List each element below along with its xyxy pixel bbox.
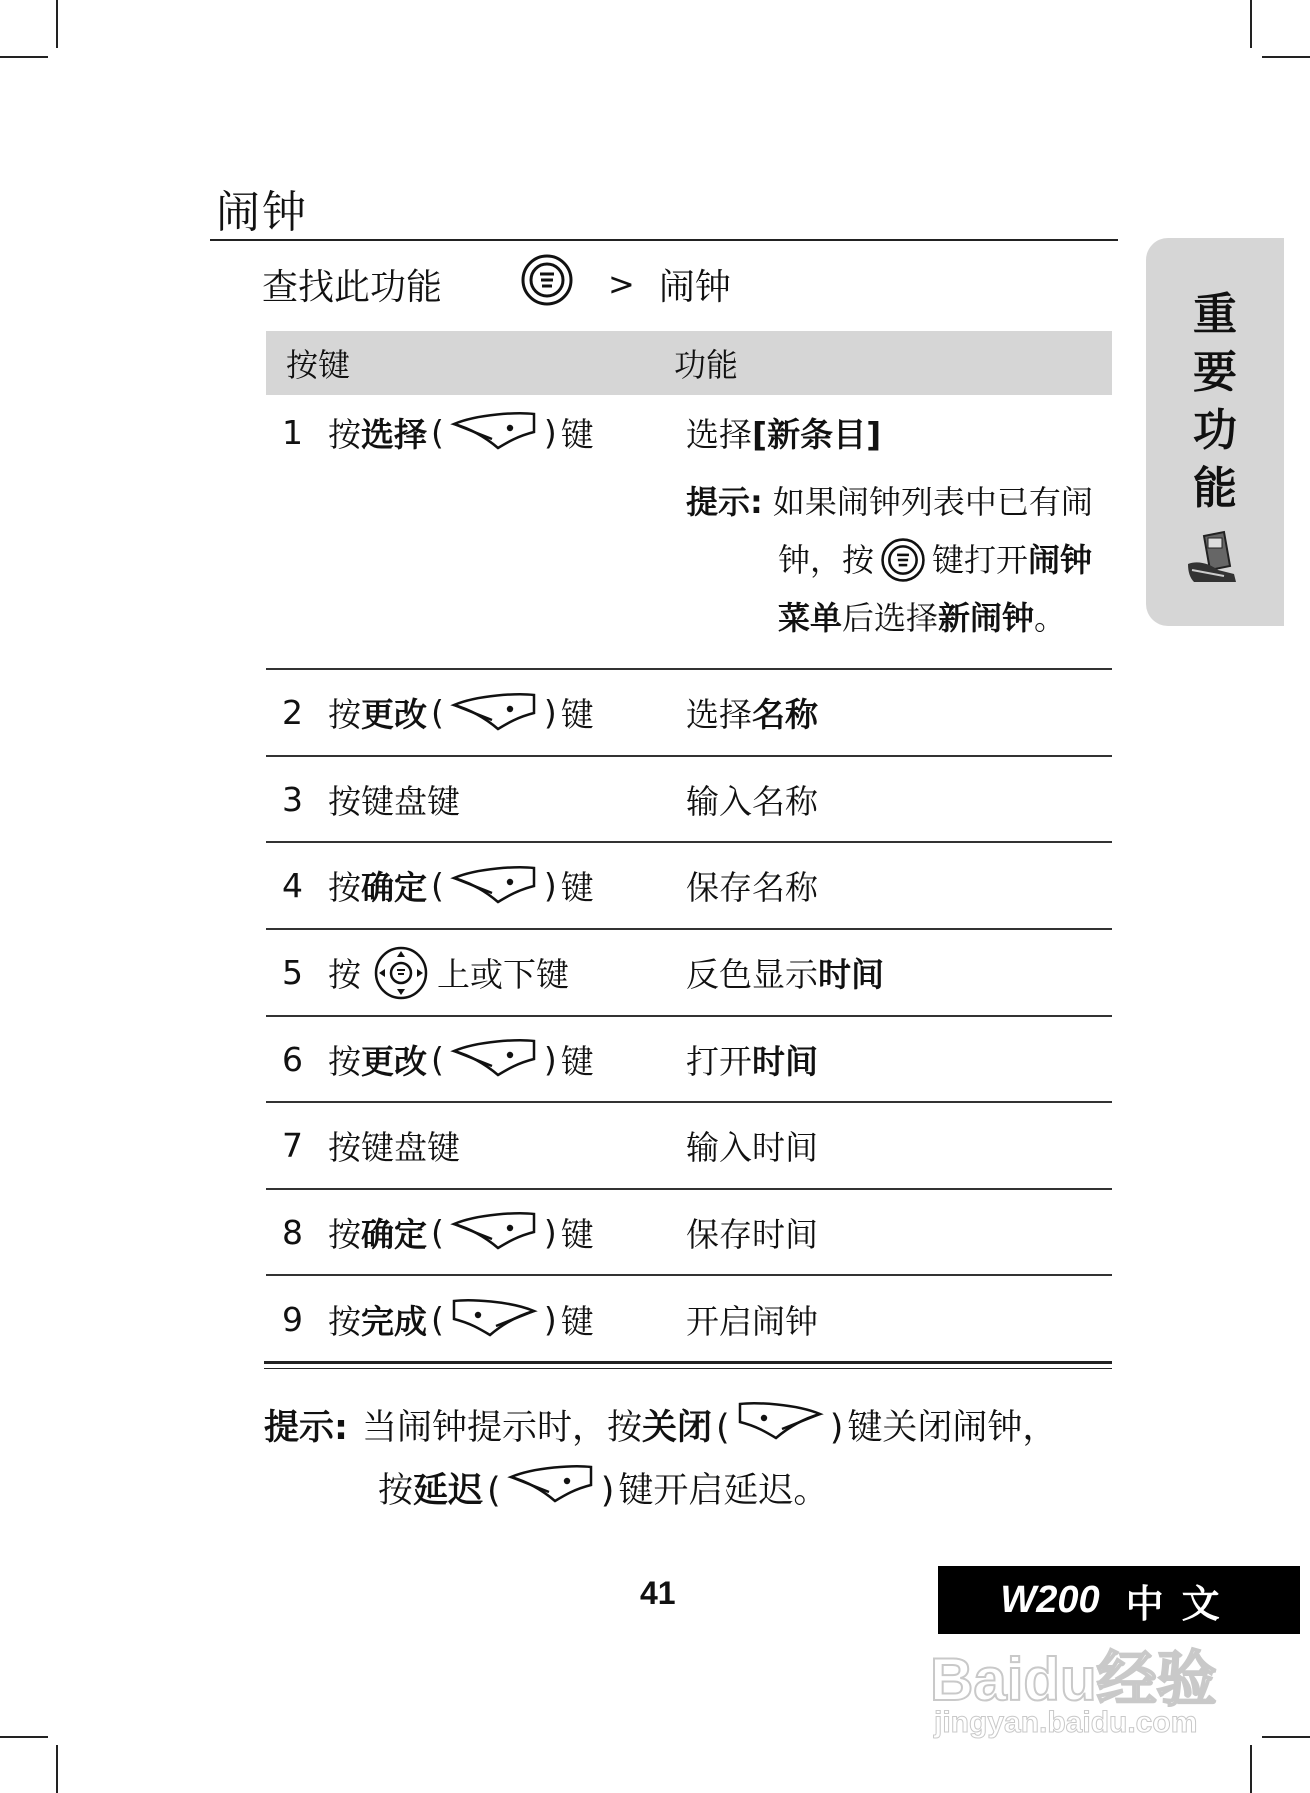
step-text: 按 [328,1301,361,1341]
step-number: 2 [282,693,303,732]
table-row [266,395,1112,670]
function-text: 打开 [686,1041,752,1081]
header-key: 按键 [286,346,351,384]
function-bold: [新条目] [752,414,882,454]
watermark-url: jingyan.baidu.com [934,1706,1198,1739]
row-key-cell: 1 按 选择 ( ) 键 [266,395,686,469]
left-softkey-icon [448,1293,540,1345]
function-text: 选择 [686,695,752,734]
step-text: 按键盘键 [328,781,460,821]
crop-mark [1262,1736,1310,1738]
function-text: 保存时间 [686,1214,818,1254]
model-language: 中文 [1125,1581,1238,1626]
path-arrow: > [608,265,635,303]
key-name: 确定 [361,868,427,907]
table-row [266,1103,1112,1190]
row-function-cell [686,395,1112,647]
right-softkey-icon [448,1206,540,1258]
side-tab-char: 能 [1193,463,1237,514]
page-title: 闹钟 [216,187,308,238]
section-side-tab [1146,238,1284,626]
tip-line: 如果闹钟列表中已有闹 [772,483,1093,521]
right-softkey-icon [448,1033,540,1085]
row-key-cell: 8 按 确定 ( ) 键 [266,1190,686,1274]
side-tab-char: 功 [1193,405,1237,456]
footnote-text: 当闹钟提示时，按 [362,1407,643,1448]
menu-key-icon [520,253,574,316]
footnote-tip: 提示: 当闹钟提示时，按 关闭 ( ) 键关闭闹钟， 按 延迟 ( ) 键开启延迟。 [264,1396,1057,1522]
step-number: 5 [282,953,303,992]
crop-mark [56,1745,58,1793]
step-text: 按 [328,1041,361,1081]
key-name: 更改 [361,1041,427,1081]
side-tab-char: 重 [1193,289,1237,340]
row-key-cell: 4 按 确定 ( ) 键 [266,843,686,928]
step-text-suffix: 键 [560,414,594,454]
right-softkey-icon [448,406,540,458]
row-function-cell [686,1103,1112,1188]
header-function: 功能 [674,346,739,384]
key-name: 确定 [361,1214,427,1254]
row-function-cell [686,1017,1112,1101]
tip-line: 。 [1034,599,1067,637]
crop-mark [1262,56,1310,58]
step-number: 1 [282,412,303,452]
tip-line: 键打开 [932,541,1029,579]
function-bold: 时间 [818,955,884,994]
step-text: 按 [328,955,361,994]
function-text: 选择 [686,414,752,454]
function-text: 开启闹钟 [686,1301,818,1341]
table-row [266,1017,1112,1103]
model-name: W200 [1000,1578,1100,1621]
step-text: 按 [328,868,361,907]
function-text: 反色显示 [686,955,818,994]
step-text: 按键盘键 [328,1128,460,1167]
page-number: 41 [640,1575,676,1611]
step-text-suffix: 键 [560,1214,594,1254]
row-key-cell: 2 按 更改 ( ) 键 [266,670,686,755]
footnote-label: 提示: [264,1407,348,1448]
row-key-cell [266,930,686,1015]
row-key-cell: 9 按 完成 ( ) 键 [266,1276,686,1362]
key-name: 完成 [361,1301,427,1341]
title-divider [210,239,1118,241]
table-end-rule [264,1361,1112,1364]
function-text: 输入名称 [686,781,818,821]
tip-bold: 菜单 [778,599,843,637]
menu-key-icon [880,537,926,583]
table-row [266,670,1112,757]
step-text-suffix: 上或下键 [437,955,569,994]
crop-mark [0,56,48,58]
row-key-cell: 6 按 更改 ( ) 键 [266,1017,686,1101]
model-banner [938,1566,1300,1634]
row-function-cell [686,843,1112,928]
step-text-suffix: 键 [560,1301,594,1341]
crop-mark [1250,1745,1252,1793]
crop-mark [0,1736,48,1738]
row-function-cell [686,930,1112,1015]
tip-line: 后选择 [842,599,939,637]
phone-hand-icon [1184,530,1244,588]
table-row [266,757,1112,843]
crop-mark [56,0,58,48]
key-name: 选择 [361,414,427,454]
step-number: 7 [282,1126,303,1165]
tip-note [686,473,1112,647]
find-label: 查找此功能 [262,266,443,308]
function-text: 输入时间 [686,1128,818,1167]
step-number: 4 [282,866,303,905]
footnote-text: 按 [378,1470,414,1511]
step-text-suffix: 键 [560,1041,594,1081]
function-text: 保存名称 [686,868,818,907]
step-text-suffix: 键 [560,695,594,734]
nav-key-icon [373,945,429,1001]
right-softkey-icon [448,860,540,912]
row-function-cell [686,670,1112,755]
step-number: 6 [282,1039,303,1079]
step-text: 按 [328,1214,361,1254]
step-number: 9 [282,1299,303,1339]
find-feature-row [262,256,731,312]
function-bold: 名称 [752,695,818,734]
side-tab-label [1146,286,1284,518]
step-text-suffix: 键 [560,868,594,907]
find-target: 闹钟 [658,266,731,308]
table-row [266,843,1112,930]
table-row [266,1276,1112,1362]
row-function-cell [686,757,1112,841]
right-softkey-icon [448,687,540,739]
tip-bold: 闹钟 [1028,541,1093,579]
key-function-table [266,331,1112,1362]
left-softkey-icon [734,1396,826,1459]
side-tab-char: 要 [1193,347,1237,398]
row-function-cell [686,1190,1112,1274]
footnote-text: 键开启延迟。 [618,1470,829,1511]
tip-bold: 新闹钟 [938,599,1035,637]
crop-mark [1250,0,1252,48]
table-row [266,930,1112,1017]
tip-label: 提示: [686,483,763,521]
step-number: 3 [282,779,303,819]
step-text: 按 [328,414,361,454]
footnote-bold: 关闭 [642,1407,713,1448]
key-name: 更改 [361,695,427,734]
watermark-logo: Baidu经验 [930,1646,1217,1713]
right-softkey-icon [505,1459,597,1522]
step-number: 8 [282,1212,303,1252]
step-text: 按 [328,695,361,734]
footnote-bold: 延迟 [413,1470,484,1511]
function-bold: 时间 [752,1041,818,1081]
row-function-cell [686,1276,1112,1362]
row-key-cell [266,1103,686,1188]
tip-line: 钟，按 [778,541,875,579]
row-key-cell [266,757,686,841]
table-header [266,331,1112,395]
footnote-text: 键关闭闹钟， [847,1407,1058,1448]
table-row [266,1190,1112,1276]
table-end-rule [264,1368,1112,1369]
